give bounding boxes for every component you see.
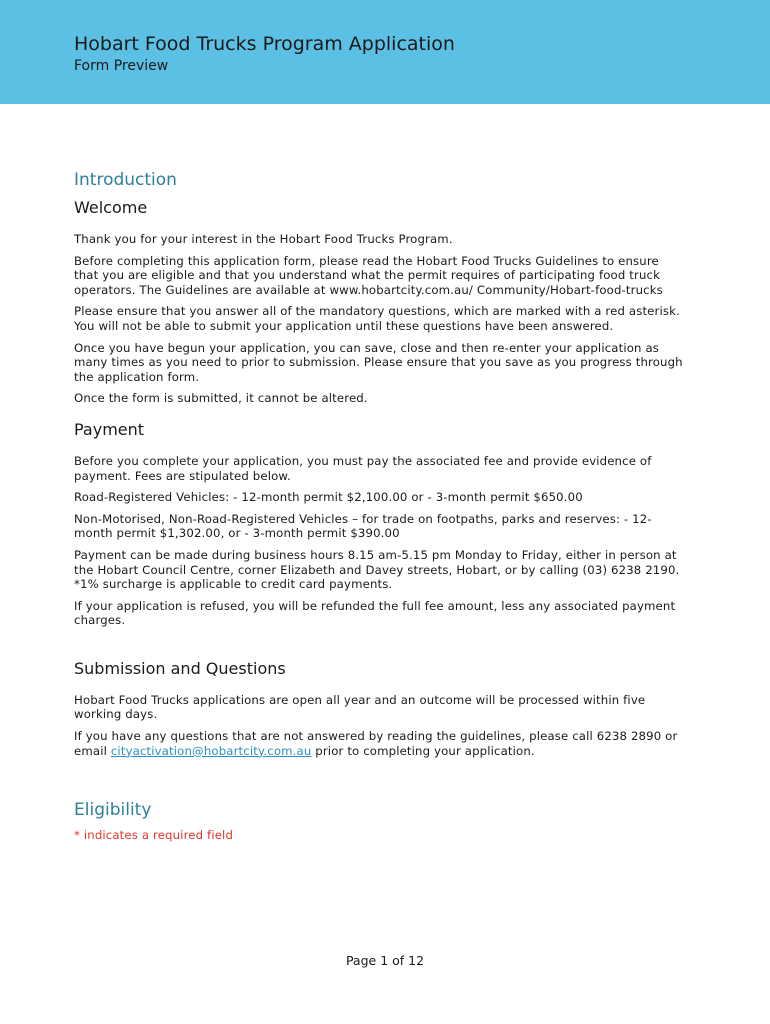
payment-paragraph: Road-Registered Vehicles: - 12-month permit $2,100.00 or - 3-month permit $650.00 — [74, 490, 583, 505]
questions-text-end: prior to completing your application. — [311, 743, 535, 758]
submission-questions-paragraph — [74, 729, 684, 758]
intro-paragraph: Thank you for your interest in the Hobart Food Trucks Program. — [74, 232, 453, 246]
intro-paragraph: Once you have begun your application, you can save, close and then re-enter your application as many times as you need to prior to submission. Please ensure that you save as you progress through the application form. — [74, 340, 683, 384]
payment-paragraph: Non-Motorised, Non-Road-Registered Vehicles – for trade on footpaths, parks and reserves: - 12-month permit $1,302.00, or - 3-month permit $390.00 — [74, 511, 652, 541]
required-field-note: * indicates a required field — [74, 828, 234, 843]
intro-paragraph: Once the form is submitted, it cannot be altered. — [74, 391, 368, 406]
submission-paragraph: Hobart Food Trucks applications are open all year and an outcome will be processed within five working days. — [74, 692, 646, 722]
submission-heading: Submission and Questions — [74, 658, 286, 678]
form-title: Hobart Food Trucks Program Application — [74, 33, 455, 55]
payment-paragraph: Before you complete your application, you must pay the associated fee and provide evidence of payment. Fees are stipulated below. — [74, 453, 652, 483]
eligibility-heading: Eligibility — [74, 800, 152, 821]
introduction-heading: Introduction — [74, 170, 177, 190]
email-link[interactable]: cityactivation@hobartcity.com.au — [110, 743, 312, 758]
page-indicator: Page 1 of 12 — [345, 953, 425, 968]
questions-text: If you have any questions that are not answered by reading the guidelines, please call 6238 2890 or email — [74, 729, 678, 758]
header-banner — [0, 0, 770, 104]
intro-paragraph: Please ensure that you answer all of the mandatory questions, which are marked with a red asterisk. You will not be able to submit your application until these questions have been answered. — [74, 304, 680, 333]
payment-heading: Payment — [74, 419, 145, 439]
welcome-heading: Welcome — [74, 198, 148, 217]
form-subtitle: Form Preview — [74, 58, 169, 74]
payment-paragraph: Payment can be made during business hours 8.15 am-5.15 pm Monday to Friday, either in person at the Hobart Council Centre, corner Elizabeth and Davey streets, Hobart, or by calling (03) 6238 2190. *1% surcharge is applicable to credit card payments. — [74, 547, 680, 592]
payment-paragraph: If your application is refused, you will be refunded the full fee amount, less any associated payment charges. — [74, 598, 676, 628]
intro-paragraph: Before completing this application form, please read the Hobart Food Trucks Guidelines to ensure that you are eligible and that you understand what the permit requires of participating food truck operators. The Guidelines are available at www.hobartcity.com.au/ Community/Hobart-food-trucks — [74, 253, 663, 297]
form-content — [74, 170, 684, 842]
